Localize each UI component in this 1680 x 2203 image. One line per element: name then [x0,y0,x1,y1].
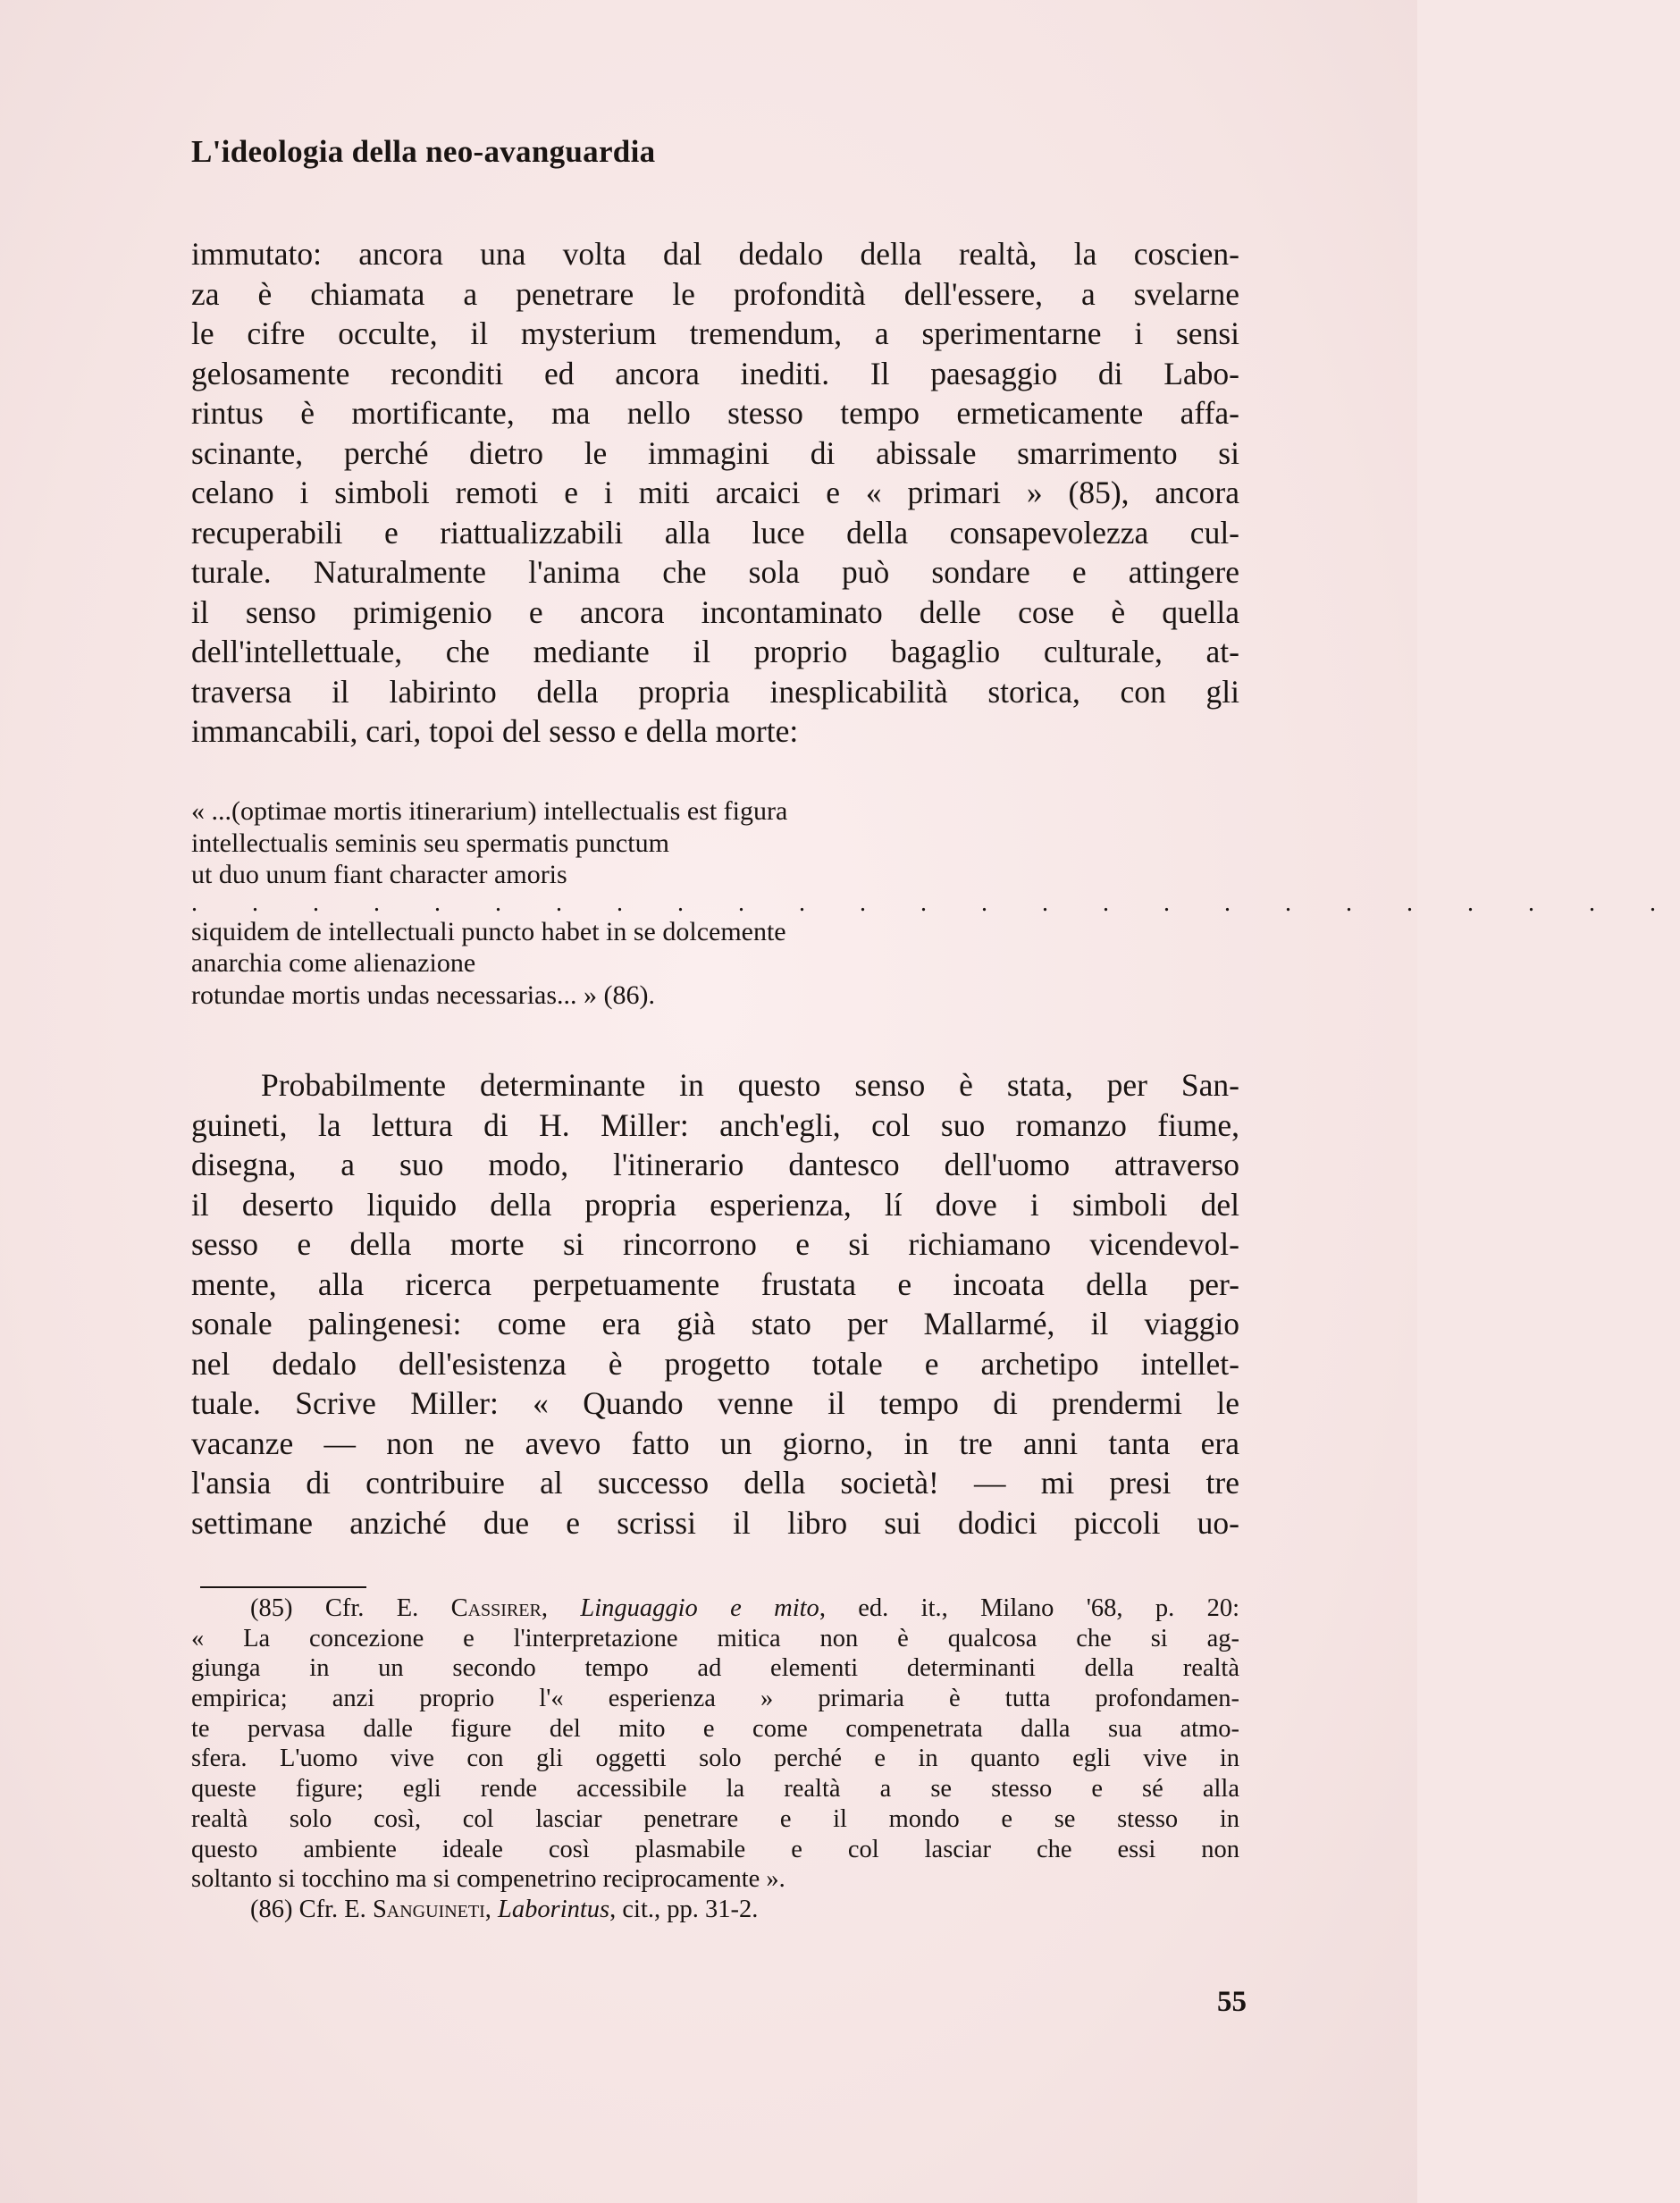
latin-quotation [191,795,1680,1011]
footnote-line: soltanto si tocchino ma si compenetrino reciprocamente ». [191,1865,785,1894]
footnote-86: (86) Cfr. E. Sanguineti, Laborintus, cit., pp. 31-2. [250,1895,759,1923]
text-line: sesso e della morte si rincorrono e si richiamano vicendevol- [191,1226,1239,1262]
text-line: turale. Naturalmente l'anima che sola può sondare e attingere [191,554,1239,590]
text-line: rintus è mortificante, ma nello stesso tempo ermeticamente affa- [191,395,1239,431]
footnote-line: empirica; anzi proprio l'« esperienza » primaria è tutta profondamen- [191,1685,1239,1713]
text-line: vacanze — non ne avevo fatto un giorno, in tre anni tanta era [191,1425,1239,1461]
paragraph-1 [191,234,1239,752]
footnote-86-title: Laborintus [498,1895,610,1923]
footnote-line: giunga in un secondo tempo ad elementi determinanti della realtà [191,1654,1239,1683]
text-line: settimane anziché due e scrissi il libro sui dodici piccoli uo- [191,1504,1239,1541]
quote-line: siquidem de intellectuali puncto habet in se dolcemente [191,916,786,946]
running-title: L'ideologia della neo-avanguardia [191,134,656,169]
quote-line: ut duo unum fiant character amoris [191,860,567,889]
footnote-85-author: Cassirer [450,1594,542,1622]
text-line: disegna, a suo modo, l'itinerario dantesco dell'uomo attraverso [191,1147,1239,1182]
footnote-line: sfera. L'uomo vive con gli oggetti solo perché e in quanto egli vive in [191,1745,1239,1773]
text-line: Probabilmente determinante in questo senso è stata, per San- [261,1067,1239,1103]
text-line: gelosamente reconditi ed ancora inediti. Il paesaggio di Labo- [191,355,1239,391]
text-line: celano i simboli remoti e i miti arcaici e « primari » (85), ancora [191,475,1239,510]
quote-line: rotundae mortis undas necessarias... » (86). [191,980,656,1010]
footnote-85-title: Linguaggio e mito [580,1594,819,1622]
text-line: tuale. Scrive Miller: « Quando venne il tempo di prendermi le [191,1385,1239,1421]
text-line: nel dedalo dell'esistenza è progetto totale e archetipo intellet- [191,1345,1239,1382]
footnote-85-heading: (85) Cfr. E. Cassirer, Linguaggio e mito, ed. it., Milano '68, p. 20: [250,1594,1240,1622]
text-line: recuperabili e riattualizzabili alla luce della consapevolezza cul- [191,514,1239,551]
text-line: il senso primigenio e ancora incontaminato delle cose è quella [191,593,1239,630]
text-line: l'ansia di contribuire al successo della società! — mi presi tre [191,1465,1239,1501]
text-line: za è chiamata a penetrare le profondità dell'essere, a svelarne [191,275,1239,312]
footnote-line: questo ambiente ideale così plasmabile e col lasciar che essi non [191,1835,1239,1863]
footnote-line: « La concezione e l'interpretazione mitica non è qualcosa che si ag- [191,1624,1239,1652]
text-line: immutato: ancora una volta dal dedalo della realtà, la coscien- [191,236,1239,272]
footnote-85-prefix: (85) Cfr. E. [250,1594,451,1622]
footnote-86-author: Sanguineti [372,1895,485,1923]
footnote-line: realtà solo così, col lasciar penetrare e il mondo e se stesso in [191,1804,1239,1833]
text-line: scinante, perché dietro le immagini di abissale smarrimento si [191,434,1239,471]
text-line: immancabili, cari, topoi del sesso e della morte: [191,713,799,749]
text-line: dell'intellettuale, che mediante il proprio bagaglio culturale, at- [191,634,1239,669]
page-number: 55 [1217,1986,1247,2018]
text-line: traversa il labirinto della propria inesplicabilità storica, con gli [191,673,1239,710]
footnotes [191,1593,1239,1925]
footnote-line: queste figure; egli rende accessibile la realtà a se stesso e sé alla [191,1775,1239,1804]
footnote-86-prefix: (86) Cfr. E. [250,1895,373,1923]
footnote-86-rest: , cit., pp. 31-2. [609,1895,759,1923]
text-line: guineti, la lettura di H. Miller: anch'egli, col suo romanzo fiume, [191,1106,1239,1143]
quote-line: intellectualis seminis seu spermatis punctum [191,828,669,858]
footnote-85-rest: , ed. it., Milano '68, p. 20: [819,1594,1240,1622]
quote-line: « ...(optimae mortis itinerarium) intellectualis est figura [191,796,788,826]
paragraph-2 [191,1065,1239,1543]
text-line: le cifre occulte, il mysterium tremendum, a sperimentarne i sensi [191,315,1239,351]
footnote-line: te pervasa dalle figure del mito e come compenetrata dalla sua atmo- [191,1714,1239,1743]
quote-line: anarchia come alienazione [191,948,476,978]
text-line: mente, alla ricerca perpetuamente frustata e incoata della per- [191,1265,1239,1302]
footnote-separator [200,1586,366,1588]
ellipsis-dots: . . . . . . . . . . . . . . . . . . . . . . . . . [191,888,1680,917]
text-line: il deserto liquido della propria esperienza, lí dove i simboli del [191,1186,1239,1223]
text-line: sonale palingenesi: come era già stato per Mallarmé, il viaggio [191,1306,1239,1341]
